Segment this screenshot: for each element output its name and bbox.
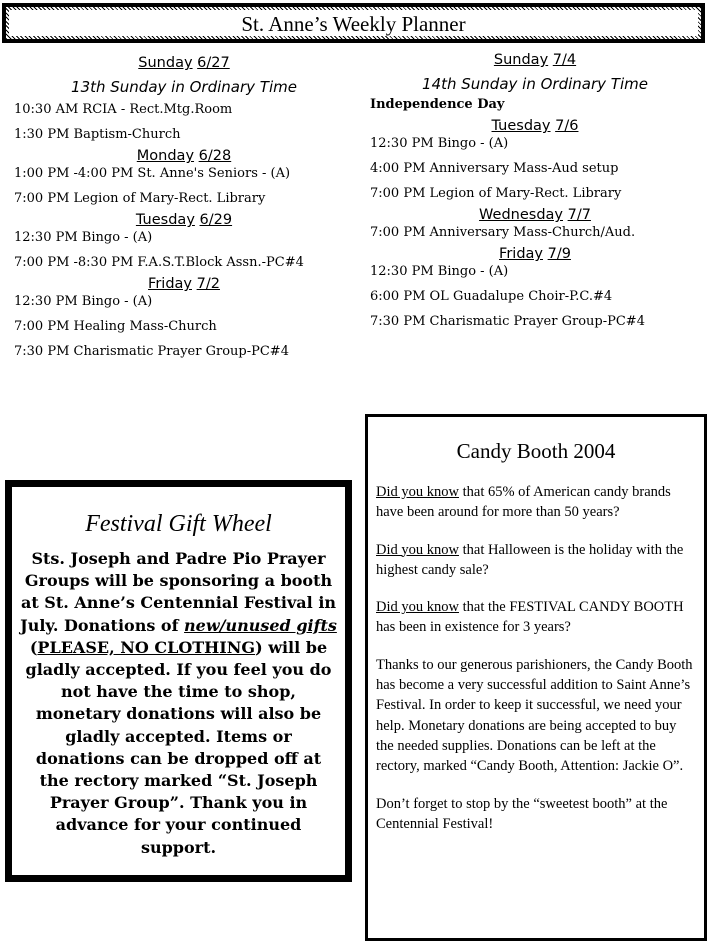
independence-day-note: Independence Day: [370, 97, 505, 112]
event-item: 7:00 PM Healing Mass-Church: [14, 319, 217, 334]
event-item: 4:00 PM Anniversary Mass-Aud setup: [370, 161, 619, 176]
sunday-6-27-subtitle: 13th Sunday in Ordinary Time: [71, 78, 297, 96]
gift-wheel-title: Festival Gift Wheel: [85, 511, 272, 537]
event-item: 7:30 PM Charismatic Prayer Group-PC#4: [370, 314, 645, 329]
candy-booth-title: Candy Booth 2004: [456, 439, 616, 463]
day-heading-monday-6-28: Monday 6/28: [136, 148, 232, 164]
planner-header: [2, 3, 705, 43]
event-item: 6:00 PM OL Guadalupe Choir-P.C.#4: [370, 289, 613, 304]
did-you-know-label: Did you know: [376, 541, 459, 558]
event-item: 7:00 PM Legion of Mary-Rect. Library: [370, 186, 622, 201]
page-title: St. Anne’s Weekly Planner: [9, 10, 698, 36]
event-item: 7:30 PM Charismatic Prayer Group-PC#4: [14, 344, 289, 359]
sunday-7-4-subtitle: 14th Sunday in Ordinary Time: [422, 75, 648, 93]
event-item: 12:30 PM Bingo - (A): [14, 294, 153, 309]
candy-closing-paragraph: Don’t forget to stop by the “sweetest booth” at the Centennial Festival!: [376, 795, 668, 832]
day-heading-friday-7-2: Friday 7/2: [148, 276, 220, 292]
did-you-know-label: Did you know: [376, 484, 459, 500]
fact-text: that the FESTIVAL CANDY BOOTH has been in existence for 3 years?: [376, 599, 684, 636]
festival-gift-wheel-box: [5, 480, 352, 882]
event-item: 1:00 PM -4:00 PM St. Anne's Seniors - (A): [14, 166, 291, 181]
event-item: 7:00 PM -8:30 PM F.A.S.T.Block Assn.-PC#4: [14, 255, 304, 270]
open-paren: (: [29, 637, 38, 657]
right-schedule-column: [370, 52, 700, 329]
candy-fact-2: [376, 540, 696, 581]
event-item: 12:30 PM Bingo - (A): [370, 264, 509, 279]
gift-wheel-text-1: Sts. Joseph and Padre Pio Prayer Groups will be sponsoring a booth at St. Anne’s Centennial Festival in July. Donations of: [20, 549, 337, 635]
day-heading-sunday-7-4: Sunday 7/4: [493, 52, 577, 68]
event-item: 12:30 PM Bingo - (A): [370, 136, 509, 151]
day-heading-friday-7-9: Friday 7/9: [499, 246, 571, 262]
day-heading-sunday-6-27: Sunday 6/27: [138, 55, 230, 71]
day-heading-wednesday-7-7: Wednesday 7/7: [479, 207, 591, 223]
fact-text: that Halloween is the holiday with the highest candy sale?: [376, 541, 684, 578]
gift-wheel-body: [19, 548, 338, 859]
candy-fact-1: [376, 482, 696, 523]
candy-thanks-paragraph: Thanks to our generous parishioners, the Candy Booth has become a very successful addition to Saint Anne’s Festival. In order to keep it successful, we need your help. Monetary donations are being accepted to buy the needed supplies. Donations can be left at the rectory, marked “Candy Booth, Attention: Jackie O”.: [376, 656, 693, 775]
event-item: 1:30 PM Baptism-Church: [14, 127, 181, 142]
event-item: 7:00 PM Legion of Mary-Rect. Library: [14, 191, 266, 206]
day-heading-tuesday-6-29: Tuesday 6/29: [135, 212, 233, 228]
left-schedule-column: [14, 55, 354, 359]
no-clothing-emphasis: PLEASE, NO CLOTHING: [37, 637, 256, 657]
event-item: 7:00 PM Anniversary Mass-Church/Aud.: [370, 225, 636, 240]
fact-text: that 65% of American candy brands have been around for more than 50 years?: [376, 484, 671, 521]
candy-booth-box: [365, 414, 707, 941]
new-unused-gifts-emphasis: new/unused gifts: [184, 615, 337, 635]
event-item: 12:30 PM Bingo - (A): [14, 230, 153, 245]
candy-fact-3: [376, 597, 696, 638]
event-item: 10:30 AM RCIA - Rect.Mtg.Room: [14, 102, 233, 117]
day-heading-tuesday-7-6: Tuesday 7/6: [491, 118, 579, 134]
gift-wheel-text-2: ) will be gladly accepted. If you feel you do not have the time to shop, monetary donations will also be gladly accepted. Items or donations can be dropped off at the rectory marked “St. Joseph Prayer Group”. Thank you in advance for your continued support.: [25, 637, 332, 857]
did-you-know-label: Did you know: [376, 599, 459, 616]
